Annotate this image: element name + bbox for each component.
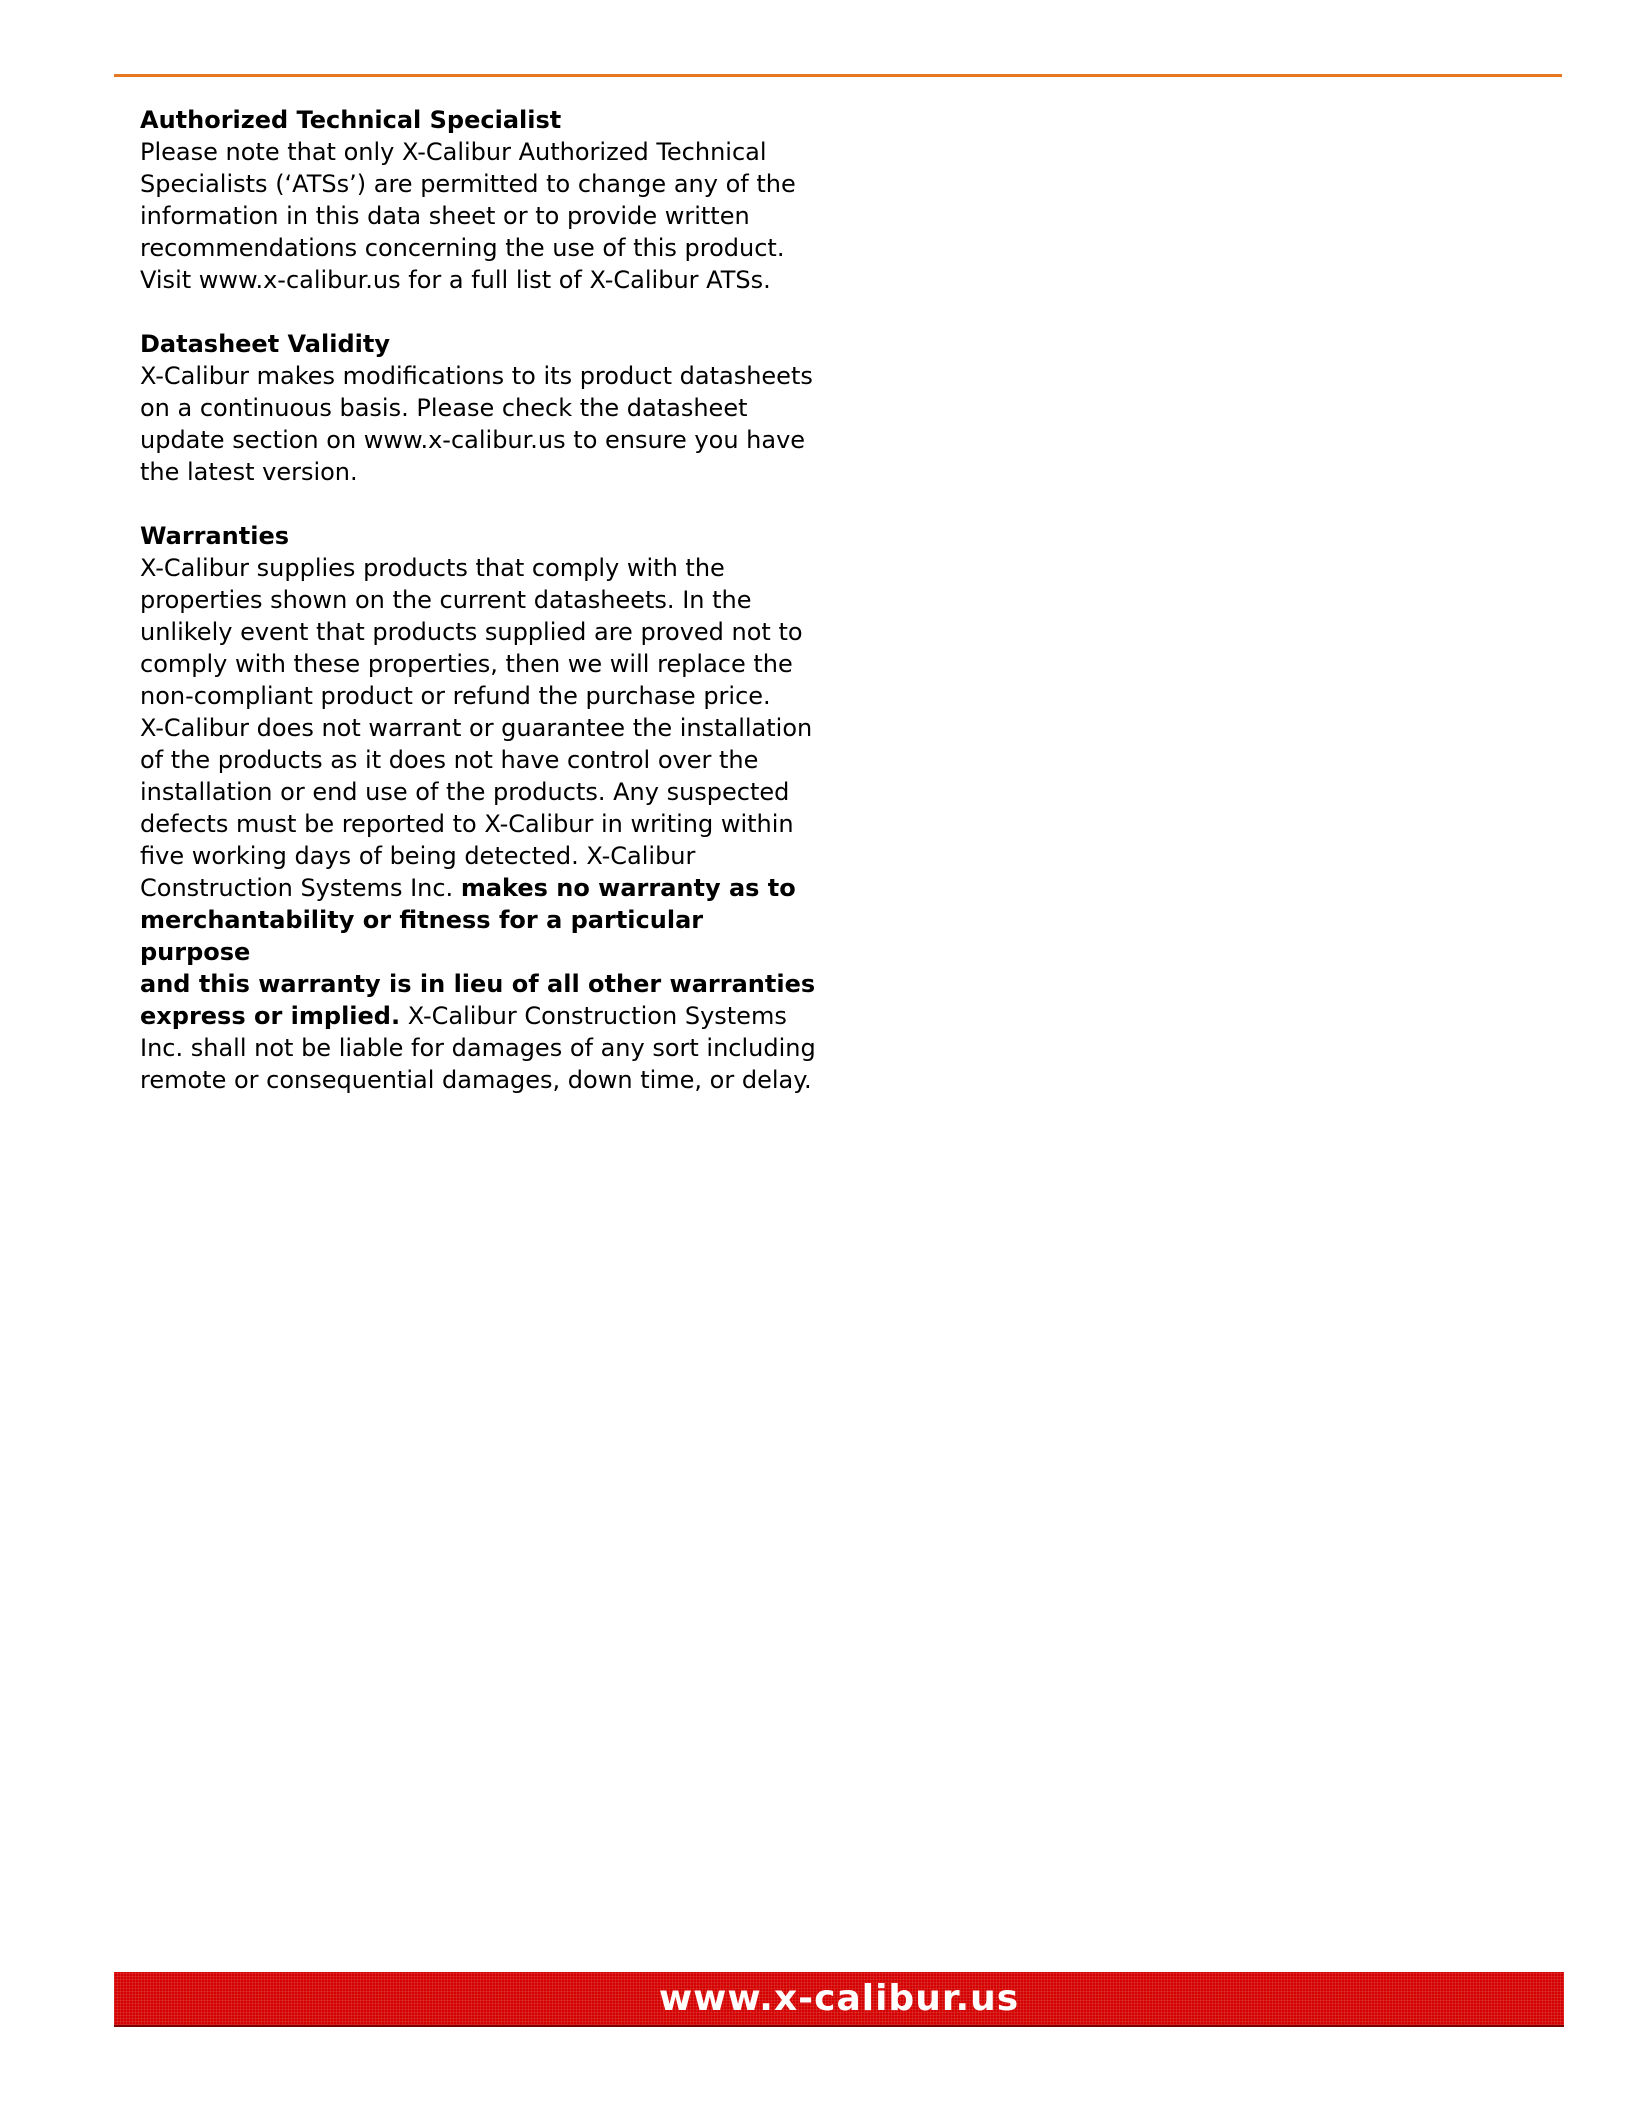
footer-bar	[114, 1972, 1564, 2025]
section-heading: Warranties	[140, 522, 290, 550]
section-heading: Authorized Technical Specialist	[140, 106, 562, 134]
footer-shadow-line	[114, 2025, 1564, 2027]
document-body	[140, 104, 820, 1128]
warranty-disclaimer-bold: makes no warranty as to merchantability or fitness for a particular purpose and this warranty is in lieu of all other warranties express or implied.	[140, 874, 816, 1030]
footer-website-link[interactable]: www.x-calibur.us	[658, 1978, 1020, 2019]
section-paragraph: Please note that only X-Calibur Authorized Technical Specialists (‘ATSs’) are permitted to change any of the information in this data sheet or to provide written recommendations concerning the use of this product. Visit www.x-calibur.us for a full list of X-Calibur ATSs.	[140, 138, 796, 294]
warranty-text-part2: X-Calibur Construction Systems Inc. shall not be liable for damages of any sort including remote or consequential damages, down time, or delay.	[140, 1002, 816, 1094]
section-authorized-technical-specialist	[140, 104, 820, 296]
section-warranties	[140, 520, 820, 1096]
top-divider	[114, 74, 1562, 77]
section-paragraph: X-Calibur makes modifications to its product datasheets on a continuous basis. Please check the datasheet update section on www.x-calibur.us to ensure you have the latest version.	[140, 362, 813, 486]
section-heading: Datasheet Validity	[140, 330, 390, 358]
warranty-text-part1: X-Calibur supplies products that comply with the properties shown on the current datasheets. In the unlikely event that products supplied are proved not to comply with these properties, then we will replace the non-compliant product or refund the purchase price. X-Calibur does not warrant or guarantee the installation of the products as it does not have control over the installation or end use of the products. Any suspected defects must be reported to X-Calibur in writing within five working days of being detected. X-Calibur Construction Systems Inc.	[140, 554, 813, 902]
section-paragraph	[140, 552, 820, 1096]
section-datasheet-validity	[140, 328, 820, 488]
